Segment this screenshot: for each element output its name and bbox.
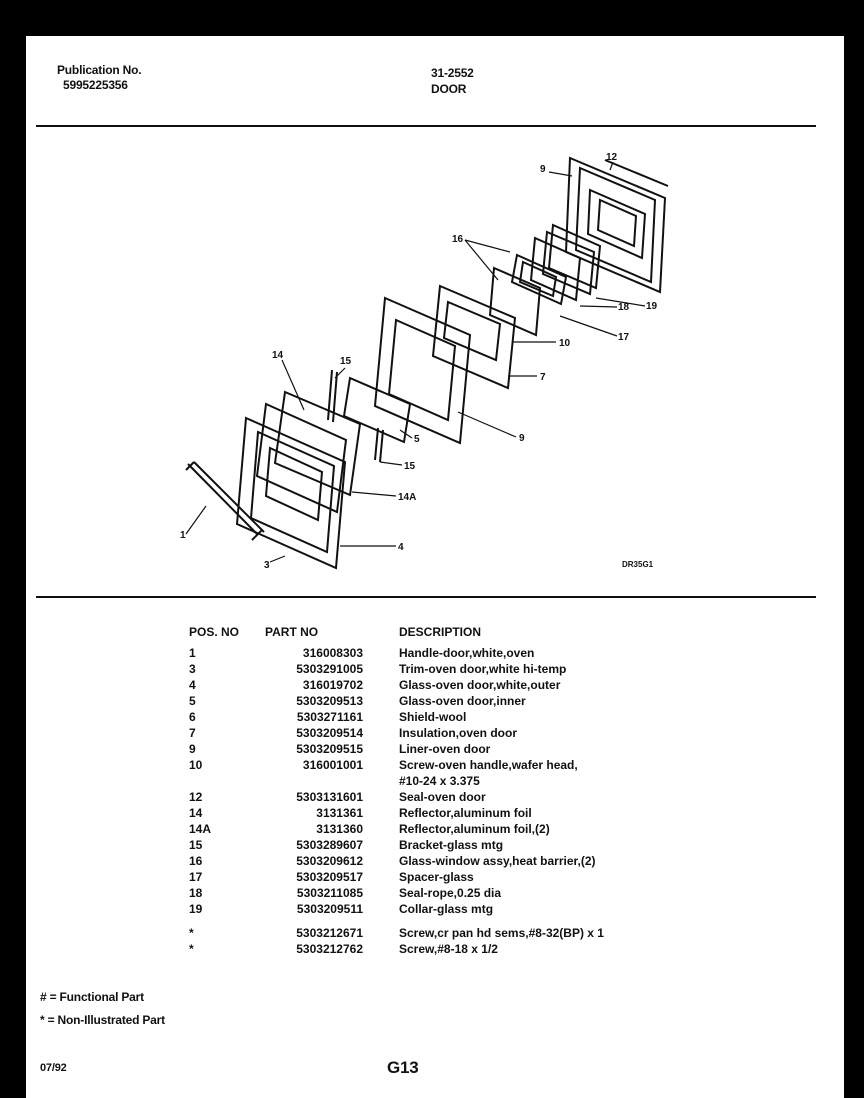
row-desc: Seal-rope,0.25 dia <box>399 886 502 900</box>
row-desc: Bracket-glass mtg <box>399 838 504 852</box>
row-pos: 10 <box>189 758 203 772</box>
callout-4: 4 <box>398 542 404 553</box>
row-pos: 14 <box>189 806 203 820</box>
publication-label: Publication No. <box>57 63 142 77</box>
header-desc: DESCRIPTION <box>399 625 482 639</box>
row-desc: Trim-oven door,white hi-temp <box>399 662 567 676</box>
callout-12: 12 <box>606 152 618 163</box>
table-row <box>189 821 659 837</box>
row-part: 5303211085 <box>296 886 363 900</box>
callout-16: 16 <box>452 234 464 245</box>
table-row <box>189 677 659 693</box>
row-part: 5303209517 <box>296 870 363 884</box>
row-part: 5303289607 <box>296 838 363 852</box>
legend-functional: # = Functional Part <box>40 990 144 1004</box>
page-number: G13 <box>387 1058 419 1077</box>
row-desc: Screw,#8-18 x 1/2 <box>399 942 498 956</box>
section-title: DOOR <box>431 82 467 96</box>
callout-9b: 9 <box>519 433 525 444</box>
diagram-divider <box>36 596 816 598</box>
callout-14: 14 <box>272 350 284 361</box>
row-desc: Handle-door,white,oven <box>399 646 535 660</box>
table-row <box>189 853 659 869</box>
callout-19: 19 <box>646 301 658 312</box>
row-part: 5303209514 <box>296 726 363 740</box>
row-desc: Insulation,oven door <box>399 726 518 740</box>
row-part: 5303291005 <box>296 662 363 676</box>
table-row <box>189 693 659 709</box>
reflector-shape <box>275 392 360 495</box>
row-pos: 19 <box>189 902 203 916</box>
insulation-panel-shape <box>433 286 515 388</box>
callout-18: 18 <box>618 302 630 313</box>
row-part: 5303212671 <box>296 926 363 940</box>
row-desc: Collar-glass mtg <box>399 902 494 916</box>
row-part: 5303209612 <box>296 854 363 868</box>
table-row <box>189 789 659 805</box>
row-desc: Screw-oven handle,wafer head, <box>399 758 578 772</box>
table-row <box>189 885 659 901</box>
row-desc: Glass-oven door,white,outer <box>399 678 561 692</box>
row-part: 5303131601 <box>296 790 363 804</box>
table-row <box>189 869 659 885</box>
table-row <box>189 757 659 773</box>
row-desc: Shield-wool <box>399 710 467 724</box>
row-desc: Glass-oven door,inner <box>399 694 526 708</box>
row-part: 3131360 <box>316 822 363 836</box>
row-part: 5303209515 <box>296 742 363 756</box>
row-pos: 9 <box>189 742 196 756</box>
row-part: 5303209513 <box>296 694 363 708</box>
row-part: 316008303 <box>302 646 363 660</box>
row-pos: * <box>189 926 194 940</box>
table-row <box>189 645 659 661</box>
header-pos: POS. NO <box>189 625 240 639</box>
row-desc: Seal-oven door <box>399 790 486 804</box>
row-pos: 14A <box>189 822 212 836</box>
row-part: 5303209511 <box>296 902 363 916</box>
row-desc: Reflector,aluminum foil <box>399 806 532 820</box>
footer-date: 07/92 <box>40 1062 67 1074</box>
row-pos: 3 <box>189 662 196 676</box>
parts-table <box>189 625 659 957</box>
row-desc: Glass-window assy,heat barrier,(2) <box>399 854 596 868</box>
table-row-continuation <box>189 773 659 789</box>
table-row <box>189 725 659 741</box>
door-liner-shape <box>375 298 470 443</box>
row-desc: Reflector,aluminum foil,(2) <box>399 822 550 836</box>
row-desc: Spacer-glass <box>399 870 474 884</box>
row-pos: 18 <box>189 886 203 900</box>
callout-10: 10 <box>559 338 571 349</box>
publication-number: 5995225356 <box>63 78 128 92</box>
header-part: PART NO <box>265 625 319 639</box>
table-row <box>189 925 659 941</box>
table-header-row <box>189 625 659 645</box>
table-row <box>189 941 659 957</box>
row-pos: 7 <box>189 726 196 740</box>
row-pos: 4 <box>189 678 196 692</box>
table-row <box>189 837 659 853</box>
row-pos: 5 <box>189 694 196 708</box>
callout-15b: 15 <box>404 461 416 472</box>
row-part: 5303271161 <box>296 710 363 724</box>
row-pos: 16 <box>189 854 203 868</box>
legend-non-illustrated: * = Non-Illustrated Part <box>40 1013 165 1027</box>
table-row <box>189 661 659 677</box>
table-row <box>189 709 659 725</box>
row-part: 316019702 <box>302 678 363 692</box>
callout-5: 5 <box>414 434 420 445</box>
callout-7: 7 <box>540 372 546 383</box>
row-desc: Screw,cr pan hd sems,#8-32(BP) x 1 <box>399 926 604 940</box>
row-pos: 15 <box>189 838 203 852</box>
callout-15a: 15 <box>340 356 352 367</box>
table-row <box>189 741 659 757</box>
row-part: 316001001 <box>302 758 363 772</box>
row-pos: 1 <box>189 646 196 660</box>
row-pos: 17 <box>189 870 203 884</box>
figure-id: DR35G1 <box>622 560 654 569</box>
callout-1: 1 <box>180 530 186 541</box>
callout-9a: 9 <box>540 164 546 175</box>
callout-3: 3 <box>264 560 270 571</box>
row-desc-continued: #10-24 x 3.375 <box>399 774 480 788</box>
callout-17: 17 <box>618 332 630 343</box>
row-pos: 6 <box>189 710 196 724</box>
row-part: 5303212762 <box>296 942 363 956</box>
section-code: 31-2552 <box>431 66 474 80</box>
table-row <box>189 901 659 917</box>
row-pos: * <box>189 942 194 956</box>
callout-14a: 14A <box>398 492 417 503</box>
row-part: 3131361 <box>316 806 363 820</box>
table-row <box>189 805 659 821</box>
row-desc: Liner-oven door <box>399 742 491 756</box>
row-pos: 12 <box>189 790 203 804</box>
